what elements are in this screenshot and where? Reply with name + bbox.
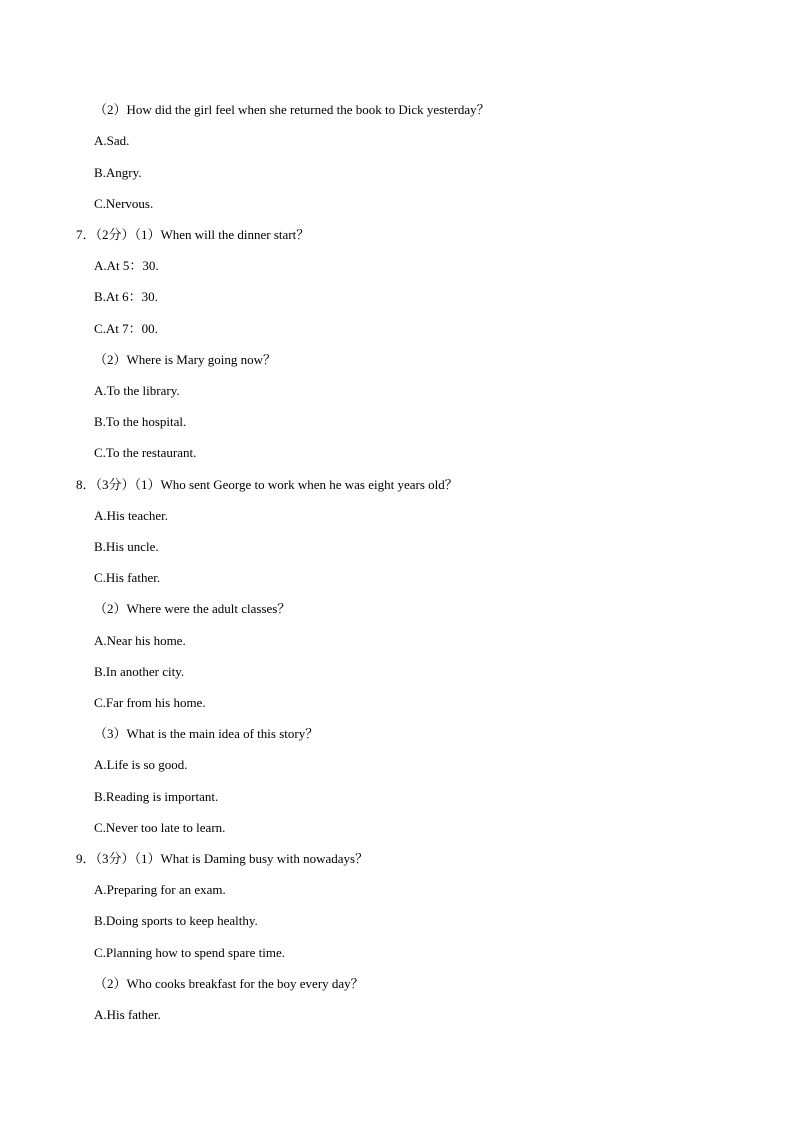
question-8-part-1: 8．（3分）（1）Who sent George to work when he was eight years old？ bbox=[76, 477, 458, 492]
option-6-2-a: A.Sad. bbox=[94, 133, 130, 148]
option-8-1-c: C.His father. bbox=[94, 570, 161, 585]
option-6-2-b: B.Angry. bbox=[94, 165, 142, 180]
question-6-part-2: （2）How did the girl feel when she returned the book to Dick yesterday？ bbox=[94, 102, 490, 117]
option-9-1-a: A.Preparing for an exam. bbox=[94, 882, 226, 897]
question-7-part-1: 7．（2分）（1）When will the dinner start？ bbox=[76, 227, 310, 242]
option-8-3-b: B.Reading is important. bbox=[94, 789, 219, 804]
question-8-part-2: （2）Where were the adult classes？ bbox=[94, 601, 291, 616]
option-7-1-a: A.At 5：30. bbox=[94, 258, 159, 273]
question-9-part-2: （2）Who cooks breakfast for the boy every day？ bbox=[94, 976, 364, 991]
option-8-1-b: B.His uncle. bbox=[94, 539, 159, 554]
question-8-part-3: （3）What is the main idea of this story？ bbox=[94, 726, 319, 741]
option-8-3-a: A.Life is so good. bbox=[94, 757, 188, 772]
option-9-2-a: A.His father. bbox=[94, 1007, 161, 1022]
option-8-2-a: A.Near his home. bbox=[94, 633, 186, 648]
option-7-1-b: B.At 6：30. bbox=[94, 289, 158, 304]
option-7-2-c: C.To the restaurant. bbox=[94, 445, 197, 460]
option-7-2-b: B.To the hospital. bbox=[94, 414, 187, 429]
option-8-3-c: C.Never too late to learn. bbox=[94, 820, 226, 835]
option-7-2-a: A.To the library. bbox=[94, 383, 180, 398]
option-7-1-c: C.At 7：00. bbox=[94, 321, 158, 336]
question-9-part-1: 9．（3分）（1）What is Daming busy with nowadays？ bbox=[76, 851, 369, 866]
option-8-2-b: B.In another city. bbox=[94, 664, 185, 679]
option-9-1-c: C.Planning how to spend spare time. bbox=[94, 945, 286, 960]
option-6-2-c: C.Nervous. bbox=[94, 196, 154, 211]
question-7-part-2: （2）Where is Mary going now？ bbox=[94, 352, 276, 367]
option-8-1-a: A.His teacher. bbox=[94, 508, 169, 523]
option-8-2-c: C.Far from his home. bbox=[94, 695, 206, 710]
option-9-1-b: B.Doing sports to keep healthy. bbox=[94, 913, 258, 928]
